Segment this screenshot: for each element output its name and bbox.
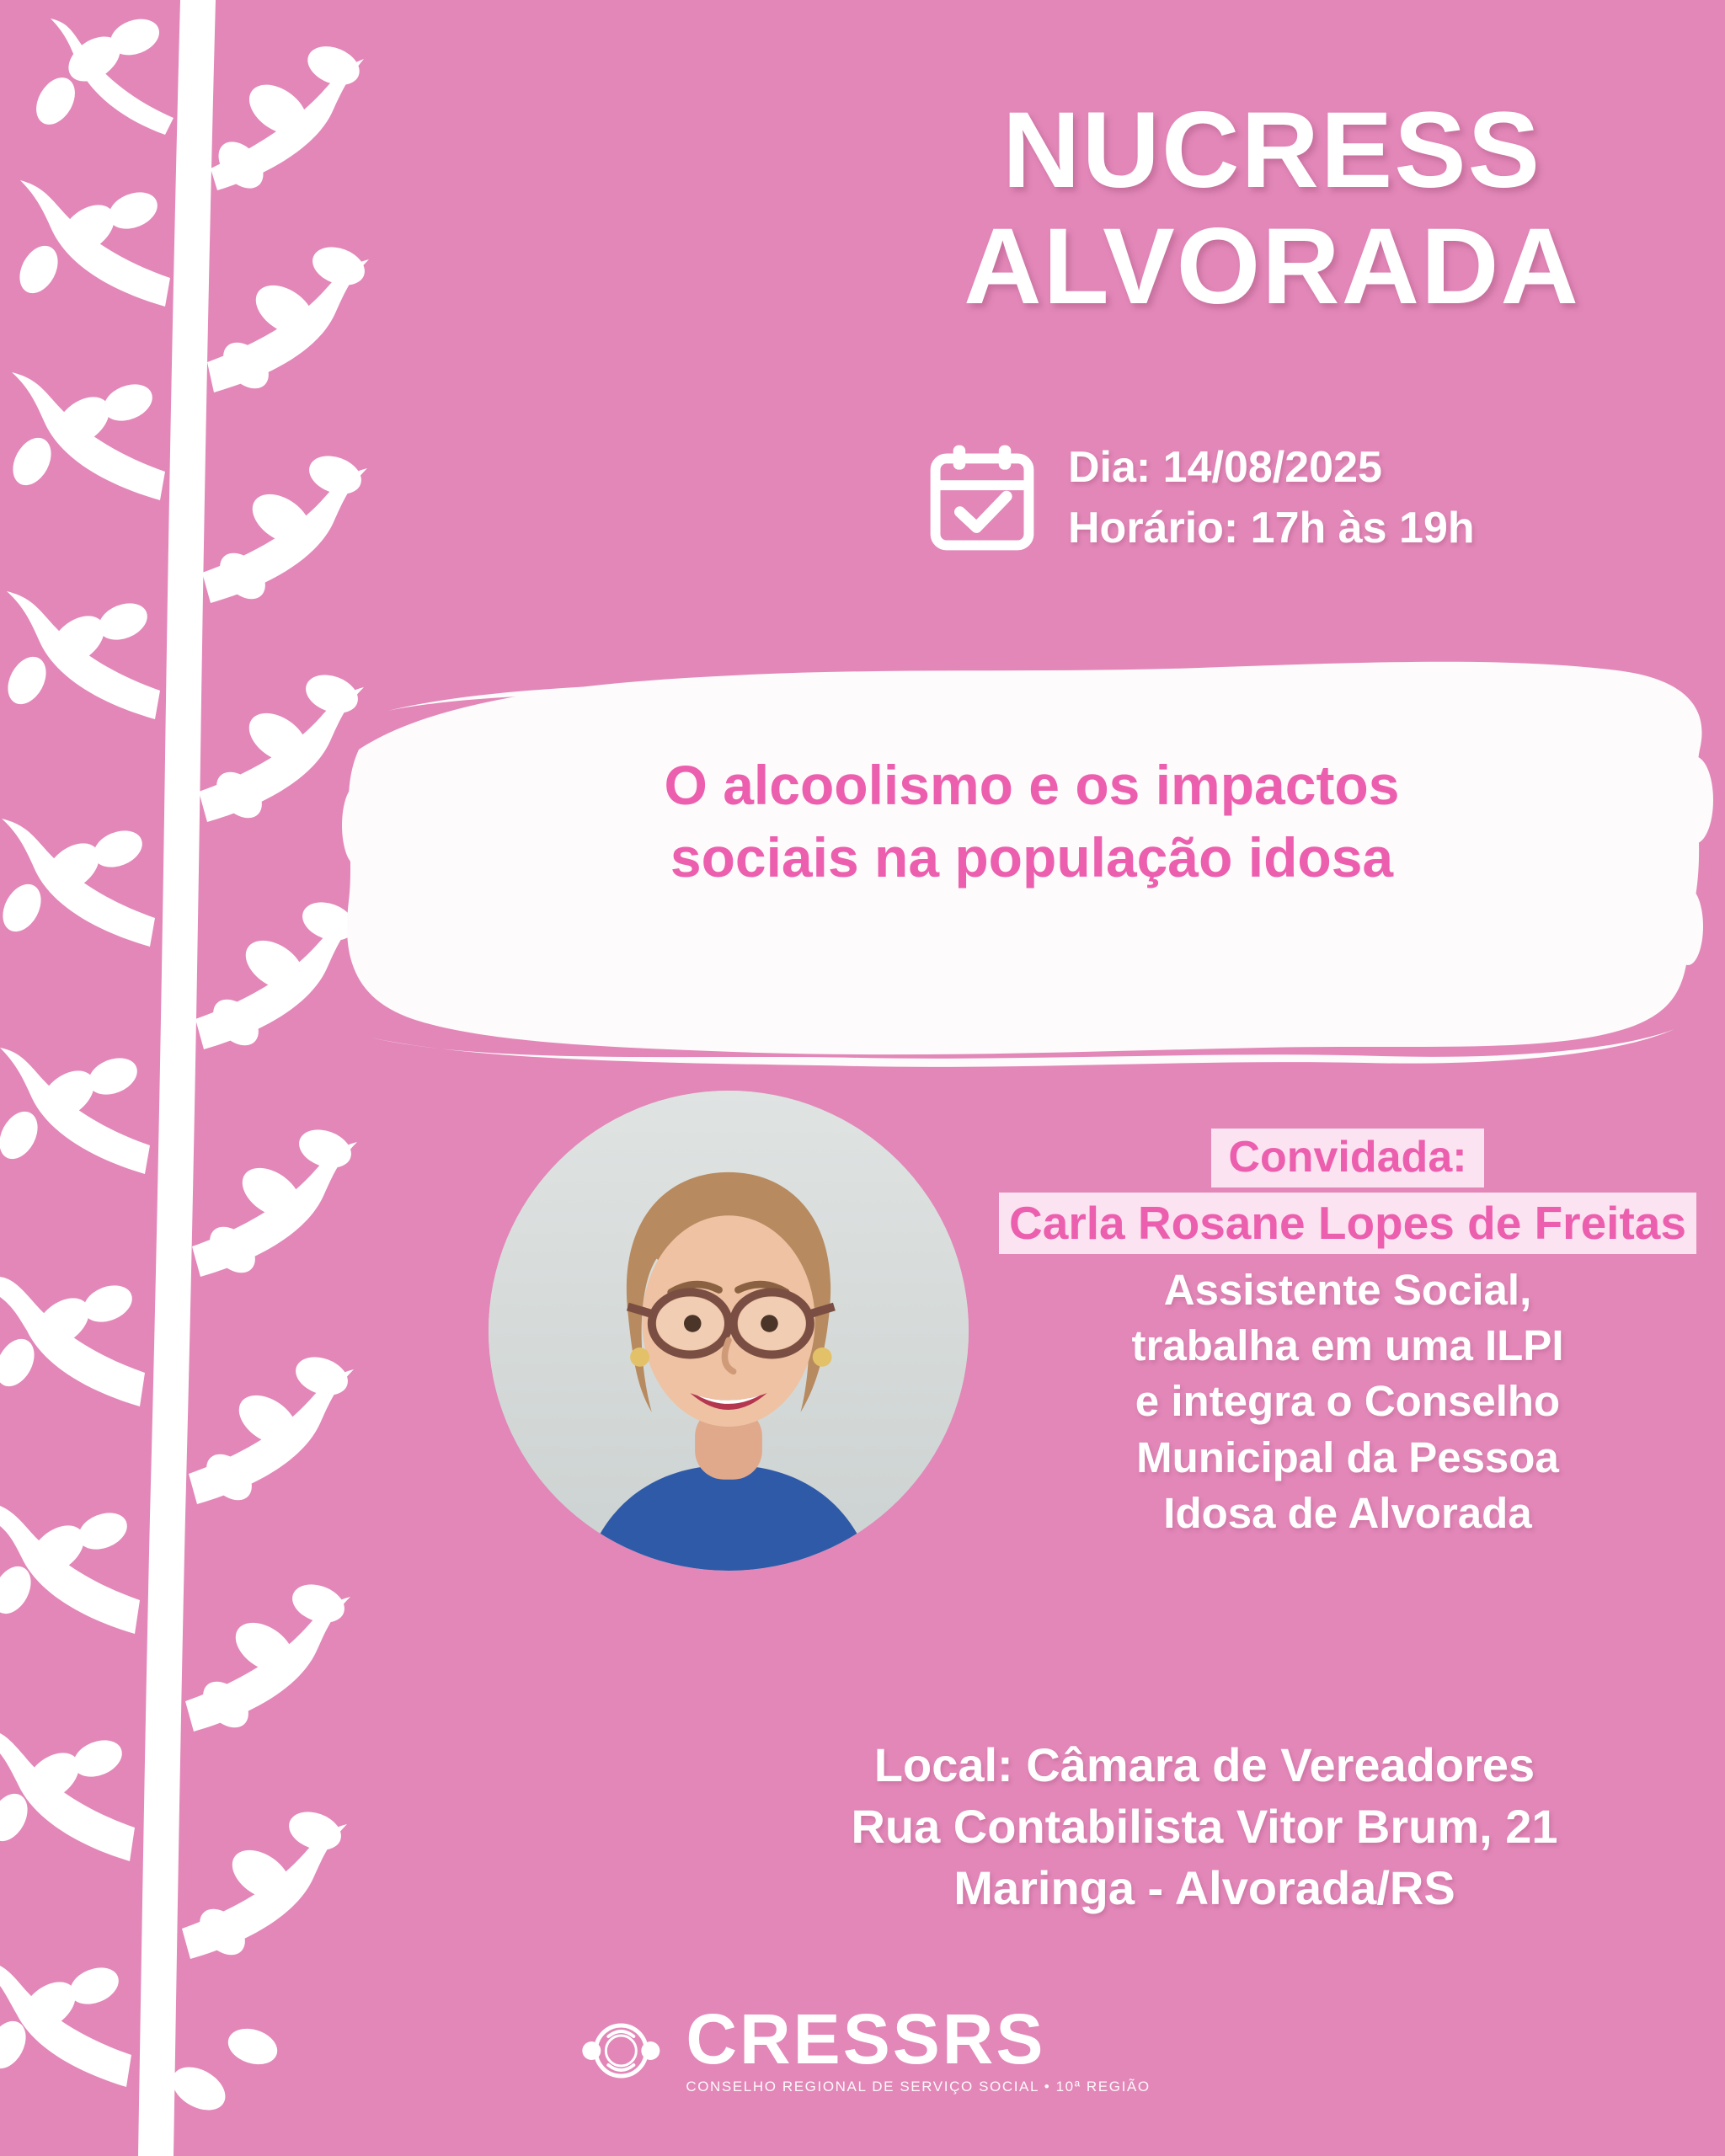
speaker-portrait-illustration xyxy=(489,1091,969,1571)
event-date: Dia: 14/08/2025 xyxy=(1068,443,1382,492)
event-time: Horário: 17h às 19h xyxy=(1068,503,1475,552)
title-line-2: ALVORADA xyxy=(964,206,1580,328)
logo-subtitle: CONSELHO REGIONAL DE SERVIÇO SOCIAL • 10ª REGIÃO xyxy=(686,2078,1151,2095)
leafy-branch-decoration xyxy=(0,0,640,2156)
speaker-photo xyxy=(489,1091,969,1571)
speaker-name: Carla Rosane Lopes de Freitas xyxy=(999,1193,1696,1254)
event-datetime xyxy=(927,438,1651,559)
theme-line-2: sociais na população idosa xyxy=(670,825,1394,889)
theme-text xyxy=(430,750,1634,894)
theme-banner xyxy=(337,648,1718,1070)
cressrs-logo-icon xyxy=(574,2004,667,2097)
speaker-bio-line: trabalha em uma ILPI xyxy=(1131,1321,1564,1370)
location-line-1: Local: Câmara de Vereadores xyxy=(873,1738,1535,1791)
footer-logo xyxy=(574,1999,1151,2097)
speaker-bio xyxy=(969,1262,1725,1541)
event-location xyxy=(741,1735,1668,1919)
calendar-check-icon xyxy=(927,443,1038,554)
speaker-label: Convidada: xyxy=(1211,1129,1483,1187)
poster-title xyxy=(893,90,1651,328)
theme-line-1: O alcoolismo e os impactos xyxy=(664,754,1400,816)
title-line-1: NUCRESS xyxy=(1002,90,1541,211)
speaker-info xyxy=(969,1129,1725,1541)
speaker-bio-line: Assistente Social, xyxy=(1163,1265,1532,1314)
speaker-bio-line: Municipal da Pessoa xyxy=(1136,1433,1559,1481)
logo-wordmark xyxy=(686,1999,1151,2095)
datetime-text-block xyxy=(1068,438,1475,559)
logo-name: CRESSRS xyxy=(686,1999,1046,2079)
speaker-bio-line: Idosa de Alvorada xyxy=(1163,1489,1532,1537)
speaker-bio-line: e integra o Conselho xyxy=(1135,1377,1561,1426)
location-line-2: Rua Contabilista Vitor Brum, 21 xyxy=(851,1799,1558,1853)
location-line-3: Maringa - Alvorada/RS xyxy=(953,1860,1455,1914)
